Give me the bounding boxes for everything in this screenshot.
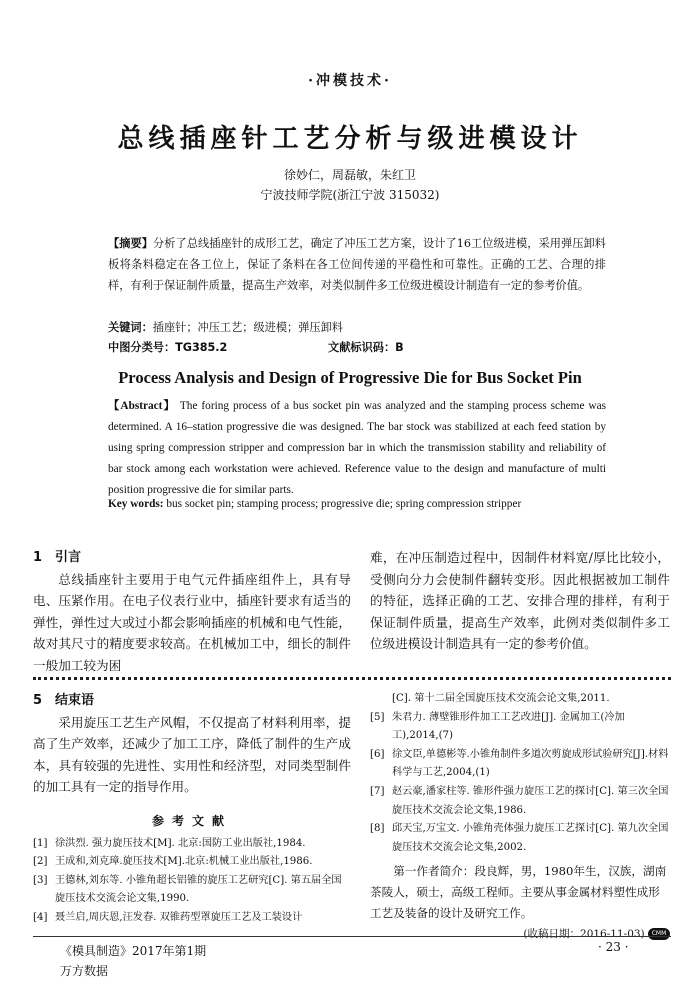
- reference-item: [33, 835, 351, 854]
- english-title: Process Analysis and Design of Progressive Die for Bus Socket Pin: [118, 368, 582, 387]
- reference-item: [370, 820, 670, 857]
- abstract-label: 【摘要】: [108, 237, 153, 250]
- reference-text: 王成和,刘克璋.旋压技术[M].北京:机械工业出版社,1986.: [55, 856, 313, 868]
- reference-text: 徐洪烈. 强力旋压技术[M]. 北京:国防工业出版社,1984.: [55, 837, 306, 849]
- reference-number: [2]: [33, 856, 48, 868]
- intro-heading: 1 引言: [33, 550, 82, 565]
- authors: 徐妙仁，周磊敏，朱红卫: [283, 168, 416, 182]
- conclusion-paragraph: 采用旋压工艺生产风帽，不仅提高了材料利用率，提高了生产效率，还减少了加工工序，降低了制件的生产成本，具有较强的先进性、实用性和经济型，对同类型制件的加工具有一定的指导作用。: [33, 714, 351, 794]
- class-value: TG385.2: [175, 341, 228, 354]
- doc-code-label: 文献标识码：: [328, 341, 396, 354]
- journal-logo: CMM: [648, 928, 670, 940]
- en-abstract-text: The foring process of a bus socket pin was analyzed and the stamping process scheme was determined. A 16–station progressive die was designed. The bar stock was stabilized at each feed station by using spring compression stripper and compression bar in which the transmission stability and reliability of bar stock among each workstation were achieved. Reference value to the design and manufacture of multi position progressive die for similar parts.: [108, 400, 606, 496]
- database-watermark: 万方数据: [60, 964, 109, 978]
- references-heading: 参考文献: [151, 813, 232, 828]
- keywords-text: 插座针；冲压工艺；级进模；弹压卸料: [152, 321, 343, 334]
- conclusion-heading: 5 结束语: [33, 693, 95, 708]
- section-tag: ·冲模技术·: [308, 73, 392, 89]
- reference-item: [370, 746, 670, 783]
- footer-rule: [33, 936, 671, 937]
- reference-text: 邱天宝,万宝文. 小锥角壳体强力旋压工艺探讨[C]. 第九次全国旋压技术交流会论文集,2002.: [392, 823, 669, 853]
- reference-item: [370, 783, 670, 820]
- reference-text: 赵云豪,潘家柱等. 锥形件强力旋压工艺的探讨[C]. 第三次全国旋压技术交流会论文集,1986.: [392, 785, 669, 816]
- chinese-abstract: [108, 233, 606, 296]
- keywords-label: 关键词：: [108, 321, 153, 334]
- reference-item: [33, 853, 351, 872]
- references-left: [33, 835, 351, 928]
- reference-item: [370, 709, 670, 746]
- english-abstract: [108, 396, 606, 501]
- paper-title: 总线插座针工艺分析与级进模设计: [117, 124, 583, 154]
- intro-paragraph-left: 总线插座针主要用于电气元件插座组件上，具有导电、压紧作用。在电子仪表行业中，插座针要求有适当的弹性，弹性过大或过小都会影响插座的机械和电气性能，故对其尺寸的精度要求较高。在机械加工中，细长的制件一般加工较为困: [33, 571, 351, 673]
- reference-number: [7]: [370, 785, 385, 797]
- reference-number: [5]: [370, 711, 385, 723]
- intro-right: [370, 547, 670, 655]
- en-abstract-label: 【Abstract】: [108, 400, 176, 412]
- doc-code-value: B: [395, 341, 404, 354]
- reference-number: [1]: [33, 837, 48, 849]
- reference-text: 朱君力. 薄壁锥形件加工工艺改进[J]. 金属加工(冷加工),2014,(7): [392, 711, 625, 742]
- english-keywords: [108, 494, 606, 515]
- reference-text: 徐文臣,单德彬等.小锥角制件多道次剪旋成形试验研究[J].材料科学与工艺,2004,(1): [392, 748, 669, 779]
- reference-item: [33, 909, 351, 928]
- en-keywords-text: bus socket pin; stamping process; progressive die; spring compression stripper: [166, 498, 522, 510]
- reference-number: [8]: [370, 823, 385, 835]
- author-bio: 第一作者简介：段良辉，男，1980年生，汉族，湖南茶陵人，硕士，高级工程师。主要从事金属材料塑性成形工艺及装备的设计及研究工作。: [370, 864, 667, 921]
- reference-text: 王德林,刘东等. 小锥角超长铝锥的旋压工艺研究[C]. 第五届全国旋压技术交流会论文集,1990.: [55, 874, 342, 905]
- reference-number: [4]: [33, 911, 48, 923]
- reference-text: 聂兰启,周庆恩,汪发春. 双锥药型罩旋压工艺及工装设计: [55, 911, 303, 923]
- chinese-keywords: [108, 317, 606, 338]
- affiliation: 宁波技师学院(浙江宁波 315032): [260, 188, 440, 202]
- abstract-text: 分析了总线插座针的成形工艺，确定了冲压工艺方案，设计了16工位级进模，采用弹压卸料板将条料稳定在各工位上，保证了条料在各工位间传递的平稳性和可靠性。正确的工艺、合理的排样，有利于保证制件质量，提高生产效率，对类似制件多工位级进模设计制造有一定的参考价值。: [108, 237, 606, 292]
- reference-number: [6]: [370, 748, 385, 760]
- reference-number: [3]: [33, 874, 48, 886]
- received-text: (收稿日期：2016-11-03): [523, 928, 645, 941]
- intro-paragraph-right: 难，在冲压制造过程中，因制件材料宽/厚比比较小，受侧向分力会使制件翻转变形。因此根据被加工制件的特征，选择正确的工艺、安排合理的排样，有利于保证制件质量，提高生产效率，此例对类似制件多工位级进模设计制造具有一定的参考价值。: [370, 550, 670, 651]
- reference-continuation: [C]. 第十二届全国旋压技术交流会论文集,2011.: [392, 693, 610, 704]
- conclusion-block: [33, 690, 351, 927]
- class-label: 中图分类号：: [108, 341, 176, 354]
- section-separator: [33, 677, 671, 680]
- intro-left: [33, 547, 351, 676]
- references-right-block: [370, 690, 670, 941]
- reference-item: [33, 872, 351, 909]
- page-number: · 23 ·: [598, 940, 629, 954]
- classification: [108, 337, 606, 358]
- journal-footer: 《模具制造》2017年第1期: [60, 944, 207, 958]
- references-right: [370, 709, 670, 858]
- en-keywords-label: Key words:: [108, 498, 164, 510]
